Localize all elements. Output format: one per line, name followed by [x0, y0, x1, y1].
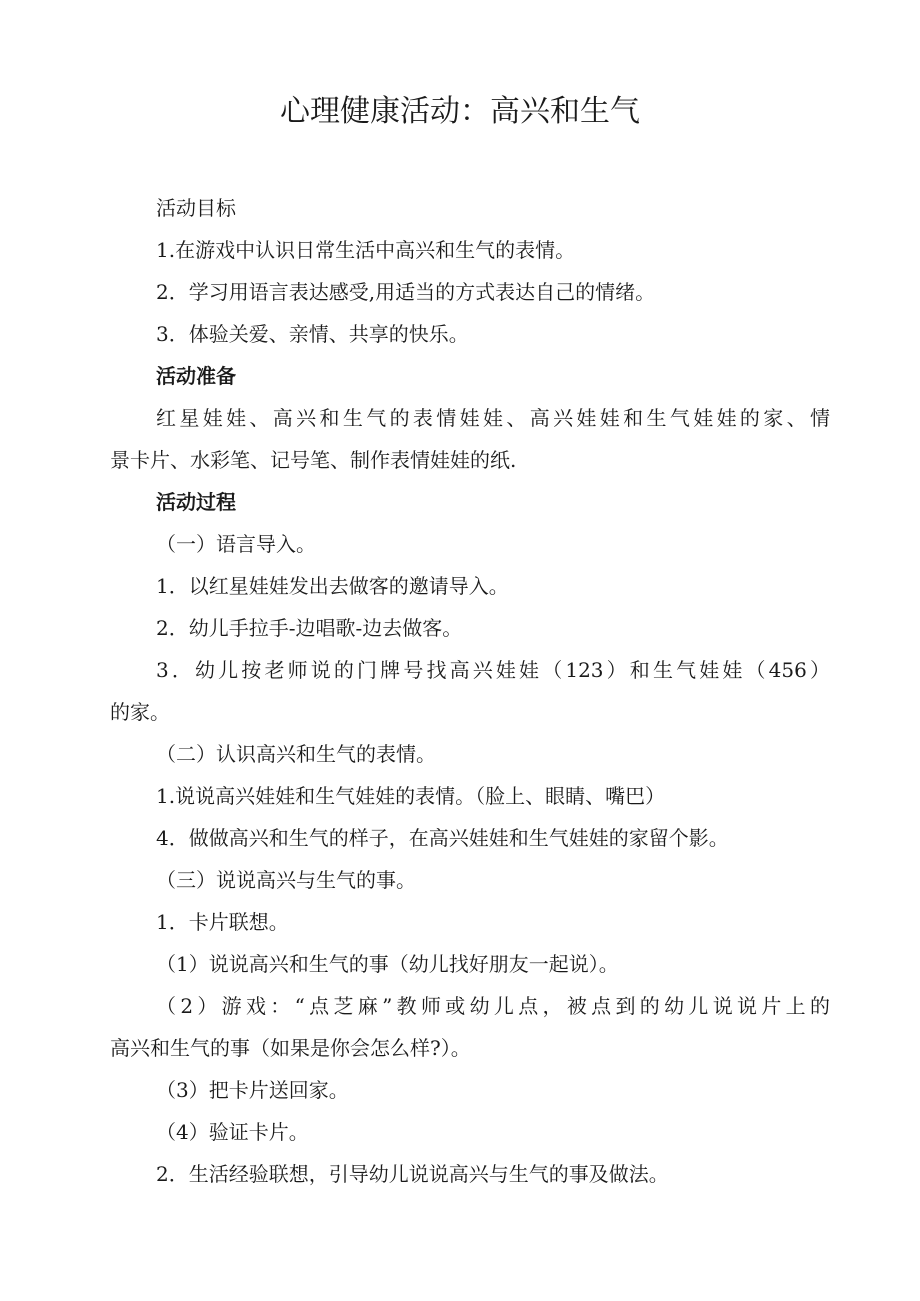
part3-sub-4: （4）验证卡片。 [156, 1120, 309, 1144]
part3-heading: （三）说说高兴与生气的事。 [156, 868, 416, 892]
preparation-heading: 活动准备 [156, 364, 236, 388]
goal-item-2: 2．学习用语言表达感受,用适当的方式表达自己的情绪。 [156, 280, 656, 304]
preparation-text-line1: 红星娃娃、高兴和生气的表情娃娃、高兴娃娃和生气娃娃的家、情 [156, 406, 830, 430]
part3-sub-2-line1: （2）游戏：“点芝麻”教师或幼儿点，被点到的幼儿说说片上的 [156, 994, 830, 1018]
part3-item-1: 1．卡片联想。 [156, 910, 289, 934]
document-title: 心理健康活动：高兴和生气 [280, 94, 640, 129]
part2-item-1: 1.说说高兴娃娃和生气娃娃的表情。（脸上、眼睛、嘴巴） [156, 784, 666, 808]
part1-item-3-line1: 3．幼儿按老师说的门牌号找高兴娃娃（123）和生气娃娃（456） [156, 658, 830, 682]
part1-item-2: 2．幼儿手拉手-边唱歌-边去做客。 [156, 616, 463, 640]
part3-sub-1: （1）说说高兴和生气的事（幼儿找好朋友一起说）。 [156, 952, 619, 976]
goals-heading: 活动目标 [156, 196, 236, 220]
goal-item-1: 1.在游戏中认识日常生活中高兴和生气的表情。 [156, 238, 576, 262]
part3-item-2: 2．生活经验联想，引导幼儿说说高兴与生气的事及做法。 [156, 1162, 669, 1186]
part1-heading: （一）语言导入。 [156, 532, 316, 556]
process-heading: 活动过程 [156, 490, 236, 514]
part3-sub-2-line2: 高兴和生气的事（如果是你会怎么样?）。 [110, 1036, 471, 1060]
preparation-text-line2: 景卡片、水彩笔、记号笔、制作表情娃娃的纸. [110, 448, 517, 472]
part1-item-3-line2: 的家。 [110, 700, 170, 724]
goal-item-3: 3．体验关爱、亲情、共享的快乐。 [156, 322, 469, 346]
part2-heading: （二）认识高兴和生气的表情。 [156, 742, 436, 766]
part3-sub-3: （3）把卡片送回家。 [156, 1078, 349, 1102]
part2-item-2: 4．做做高兴和生气的样子，在高兴娃娃和生气娃娃的家留个影。 [156, 826, 729, 850]
part1-item-1: 1．以红星娃娃发出去做客的邀请导入。 [156, 574, 509, 598]
